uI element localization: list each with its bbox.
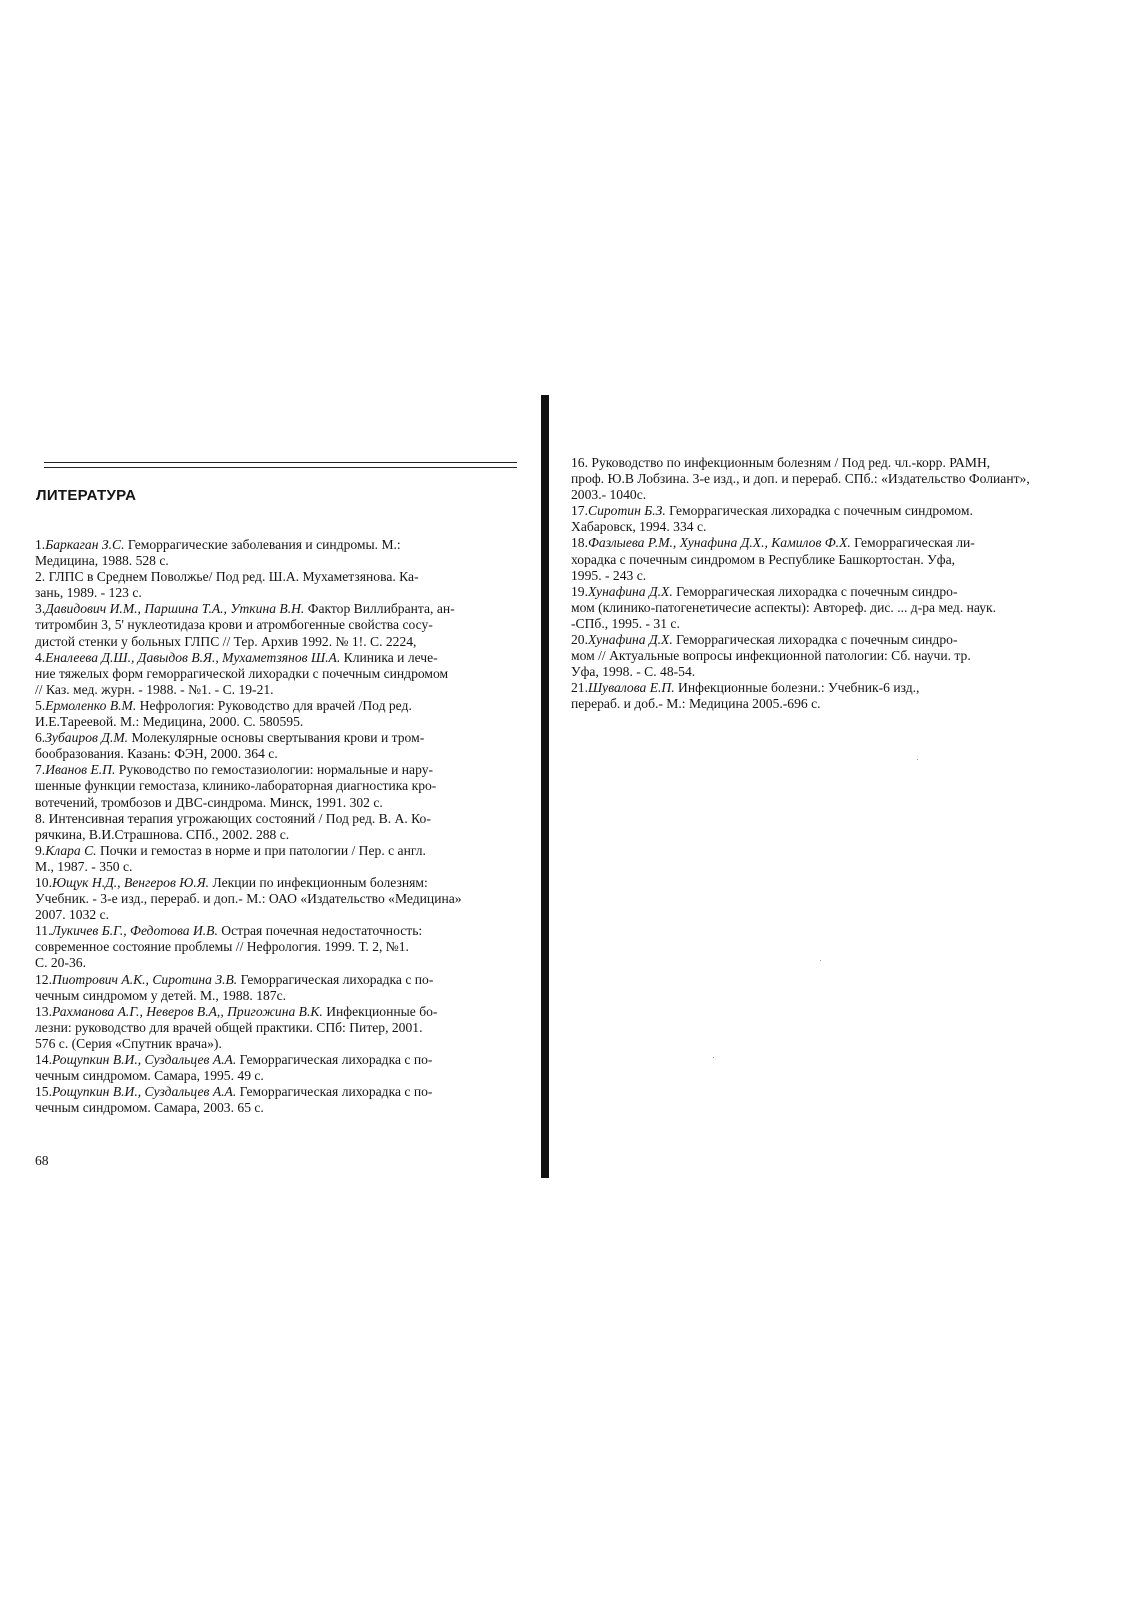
reference-entry (35, 972, 540, 1004)
reference-authors: Баркаган З.С. (45, 537, 125, 552)
reference-entry (35, 569, 540, 601)
reference-entry (571, 680, 1121, 712)
reference-number: 19. (571, 583, 588, 599)
reference-line (35, 955, 540, 971)
reference-list-right (571, 455, 1121, 713)
reference-number: 11. (35, 923, 52, 939)
reference-number: 7. (35, 762, 46, 778)
reference-line (571, 584, 1121, 600)
reference-line (35, 923, 540, 939)
reference-entry (35, 1004, 540, 1052)
reference-authors: Пиотрович А.К., Сиротина З.В. (52, 971, 238, 987)
reference-text: мом (клинико-патогенетичесие аспекты): Автореф. дис. ... д-ра мед. наук. (571, 599, 997, 615)
reference-entry (35, 698, 540, 730)
reference-text: проф. Ю.В Лобзина. 3-е изд., и доп. и перераб. СПб.: «Издательство Фолиант», (571, 471, 1030, 487)
reference-text: чечным синдромом. Самара, 1995. 49 с. (35, 1068, 264, 1084)
reference-text: Геморрагическая лихорадка с по- (236, 1084, 433, 1100)
reference-entry (35, 1084, 540, 1116)
reference-text: Нефрология: Руководство для врачей /Под ред. (136, 697, 412, 713)
reference-number: 16. (571, 455, 588, 470)
reference-entry (35, 537, 540, 569)
reference-authors: Еналеева Д.Ш., Давыдов В.Я., Мухаметзянов Ш.А. (45, 649, 341, 665)
reference-line (571, 664, 1121, 680)
reference-text: мом // Актуальные вопросы инфекционной патологии: Сб. научи. тр. (571, 648, 971, 664)
reference-text: перераб. и доб.- М.: Медицина 2005.-696 с. (571, 696, 821, 712)
reference-authors: Ющук Н.Д., Венгеров Ю.Я. (52, 874, 210, 890)
reference-line (35, 1100, 540, 1116)
reference-entry (35, 762, 540, 810)
reference-line (571, 487, 1121, 503)
reference-line (35, 537, 540, 553)
reference-line (35, 698, 540, 714)
reference-line (35, 1004, 540, 1020)
reference-line (35, 795, 540, 811)
reference-number: 17. (571, 503, 588, 519)
reference-text: ГЛПС в Среднем Поволжье/ Под ред. Ш.А. Мухаметзянова. Ка- (45, 569, 419, 585)
reference-line (35, 746, 540, 762)
reference-line (35, 1036, 540, 1052)
reference-line (35, 714, 540, 730)
reference-number: 9. (35, 842, 46, 858)
reference-text: М., 1987. - 350 с. (35, 858, 133, 874)
reference-authors: Рощупкин В.И., Суздальцев А.А. (52, 1052, 237, 1067)
reference-number: 1. (35, 537, 46, 552)
reference-line (571, 632, 1121, 648)
reference-authors: Фазлыева Р.М., Хунафина Д.Х., Камилов Ф.Х. (588, 535, 851, 551)
reference-line (571, 455, 1121, 471)
reference-text: рячкина, В.И.Страшнова. СПб., 2002. 288 с. (35, 826, 290, 842)
reference-authors: Хунафина Д.Х. (588, 632, 673, 648)
reference-number: 10. (35, 874, 52, 890)
reference-text: -СПб., 1995. - 31 с. (571, 615, 680, 631)
reference-text: чечным синдромом. Самара, 2003. 65 с. (35, 1100, 264, 1116)
reference-line (35, 939, 540, 955)
reference-line (35, 682, 540, 698)
reference-line (571, 471, 1121, 487)
reference-entry (571, 632, 1121, 680)
reference-line (35, 859, 540, 875)
reference-text: 2007. 1032 с. (35, 907, 110, 923)
reference-text: чечным синдромом у детей. М., 1988. 187с. (35, 987, 287, 1003)
reference-authors: Рощупкин В.И., Суздальцев А.А. (52, 1084, 237, 1100)
reference-text: вотечений, тромбозов и ДВС-синдрома. Минск, 1991. 302 с. (35, 794, 383, 810)
reference-line (35, 650, 540, 666)
scan-speck (820, 960, 821, 961)
reference-line (35, 843, 540, 859)
reference-line (35, 827, 540, 843)
book-spine-shadow (541, 395, 549, 1178)
reference-entry (571, 503, 1121, 535)
reference-number: 13. (35, 1003, 52, 1019)
reference-text: 576 с. (Серия «Спутник врача»). (35, 1035, 222, 1051)
reference-number: 12. (35, 971, 52, 987)
reference-text: дистой стенки у больных ГЛПС // Тер. Архив 1992. № 1!. С. 2224, (35, 633, 417, 649)
reference-authors: Клара С. (45, 842, 97, 858)
reference-line (35, 1052, 540, 1068)
reference-number: 18. (571, 535, 588, 551)
reference-line (571, 600, 1121, 616)
reference-line (35, 1020, 540, 1036)
reference-line (571, 552, 1121, 568)
reference-text: Хабаровск, 1994. 334 с. (571, 519, 707, 535)
reference-line (35, 988, 540, 1004)
reference-entry (35, 650, 540, 698)
reference-authors: Зубаиров Д.М. (45, 730, 129, 746)
reference-line (35, 585, 540, 601)
reference-entry (35, 843, 540, 875)
page-number: 68 (35, 1153, 49, 1168)
reference-text: Инфекционные болезни.: Учебник-6 изд., (674, 680, 920, 696)
page-title: ЛИТЕРАТУРА (36, 487, 137, 504)
reference-line (35, 875, 540, 891)
reference-text: Геморрагическая ли- (850, 535, 975, 551)
reference-text: Почки и гемостаз в норме и при патологии / Пер. с англ. (96, 842, 426, 858)
reference-text: // Каз. мед. журн. - 1988. - №1. - С. 19-21. (35, 681, 274, 697)
reference-authors: Иванов Е.П. (45, 762, 116, 778)
reference-entry (35, 601, 540, 649)
reference-line (35, 634, 540, 650)
reference-line (571, 696, 1121, 712)
reference-number: 3. (35, 601, 46, 617)
reference-number: 4. (35, 649, 46, 665)
reference-text: Медицина, 1988. 528 с. (35, 553, 169, 569)
reference-text: Руководство по гемостазиологии: нормальные и нару- (115, 762, 434, 778)
reference-text: Геморрагическая лихорадка с по- (236, 1052, 433, 1067)
reference-number: 20. (571, 632, 588, 648)
reference-text: И.Е.Тареевой. М.: Медицина, 2000. С. 580595. (35, 714, 304, 730)
reference-text: лезни: руководство для врачей общей практики. СПб: Питер, 2001. (35, 1019, 423, 1035)
reference-number: 15. (35, 1084, 52, 1100)
reference-text: шенные функции гемостаза, клинико-лабораторная диагностика кро- (35, 778, 437, 794)
reference-line (35, 907, 540, 923)
reference-authors: Давидович И.М., Паршина Т.А., Уткина В.Н. (45, 601, 305, 617)
reference-line (35, 972, 540, 988)
heading-rule-bottom (44, 467, 517, 468)
reference-line (571, 616, 1121, 632)
reference-text: Геморрагическая лихорадка с почечным синдро- (672, 583, 958, 599)
reference-entry (35, 1052, 540, 1084)
reference-entry (35, 730, 540, 762)
reference-authors: Рахманова А.Г., Неверов В.А,, Пригожина В.К. (52, 1003, 323, 1019)
reference-line (35, 811, 540, 827)
reference-text: Учебник. - 3-е изд., перераб. и доп.- М.: ОАО «Издательство «Медицина» (35, 891, 462, 907)
reference-authors: Сиротин Б.З. (588, 503, 666, 519)
reference-text: Инфекционные бо- (322, 1003, 438, 1019)
scan-speck (713, 1057, 714, 1058)
reference-number: 21. (571, 680, 588, 696)
reference-line (35, 762, 540, 778)
reference-line (35, 1068, 540, 1084)
reference-authors: Лукичев Б.Г., Федотова И.В. (51, 923, 218, 939)
reference-line (571, 648, 1121, 664)
reference-line (35, 601, 540, 617)
reference-line (571, 535, 1121, 551)
reference-text: Геморрагические заболевания и синдромы. М.: (124, 537, 401, 552)
reference-text: хорадка с почечным синдромом в Республике Башкортостан. Уфа, (571, 551, 956, 567)
reference-text: ние тяжелых форм геморрагической лихорадки с почечным синдромом (35, 665, 449, 681)
reference-text: титромбин 3, 5' нуклеотидаза крови и атромбогенные свойства сосу- (35, 617, 433, 633)
reference-text: Геморрагическая лихорадка с почечным синдромом. (665, 503, 973, 519)
reference-text: Лекции по инфекционным болезням: (209, 874, 428, 890)
reference-text: Уфа, 1998. - С. 48-54. (571, 664, 696, 680)
reference-entry (35, 923, 540, 971)
reference-text: Руководство по инфекционным болезням / Под ред. чл.-корр. РАМН, (588, 455, 991, 470)
reference-number: 5. (35, 697, 46, 713)
reference-line (35, 1084, 540, 1100)
reference-number: 2. (35, 569, 46, 585)
reference-number: 8. (35, 810, 46, 826)
reference-entry (35, 811, 540, 843)
heading-rule-top (44, 462, 517, 463)
reference-authors: Ермоленко В.М. (45, 697, 137, 713)
reference-text: Интенсивная терапия угрожающих состояний / Под ред. В. А. Ко- (45, 810, 431, 826)
reference-text: 2003.- 1040с. (571, 487, 647, 503)
reference-entry (571, 455, 1121, 503)
reference-line (35, 891, 540, 907)
reference-text: Клиника и лече- (340, 649, 438, 665)
reference-text: Острая почечная недостаточность: (217, 923, 423, 939)
reference-line (571, 503, 1121, 519)
reference-line (571, 680, 1121, 696)
reference-text: Фактор Виллибранта, ан- (304, 601, 455, 617)
reference-entry (35, 875, 540, 923)
reference-line (35, 778, 540, 794)
reference-entry (571, 535, 1121, 583)
reference-line (35, 569, 540, 585)
reference-text: С. 20-36. (35, 955, 86, 971)
reference-line (35, 553, 540, 569)
reference-number: 6. (35, 730, 46, 746)
reference-text: Молекулярные основы свертывания крови и тром- (128, 730, 425, 746)
reference-text: современное состояние проблемы // Нефрология. 1999. Т. 2, №1. (35, 939, 409, 955)
reference-line (35, 617, 540, 633)
scan-speck (917, 759, 918, 760)
reference-text: зань, 1989. - 123 с. (35, 585, 142, 601)
reference-line (35, 666, 540, 682)
reference-line (35, 730, 540, 746)
reference-number: 14. (35, 1052, 52, 1067)
reference-text: Геморрагическая лихорадка с по- (237, 971, 434, 987)
reference-list-left (35, 537, 540, 1116)
reference-text: 1995. - 243 с. (571, 567, 647, 583)
reference-line (571, 519, 1121, 535)
reference-entry (571, 584, 1121, 632)
reference-text: Геморрагическая лихорадка с почечным синдро- (672, 632, 958, 648)
reference-text: бообразования. Казань: ФЭН, 2000. 364 с. (35, 746, 278, 762)
reference-line (571, 568, 1121, 584)
reference-authors: Шувалова Е.П. (588, 680, 675, 696)
reference-authors: Хунафина Д.Х. (588, 583, 673, 599)
